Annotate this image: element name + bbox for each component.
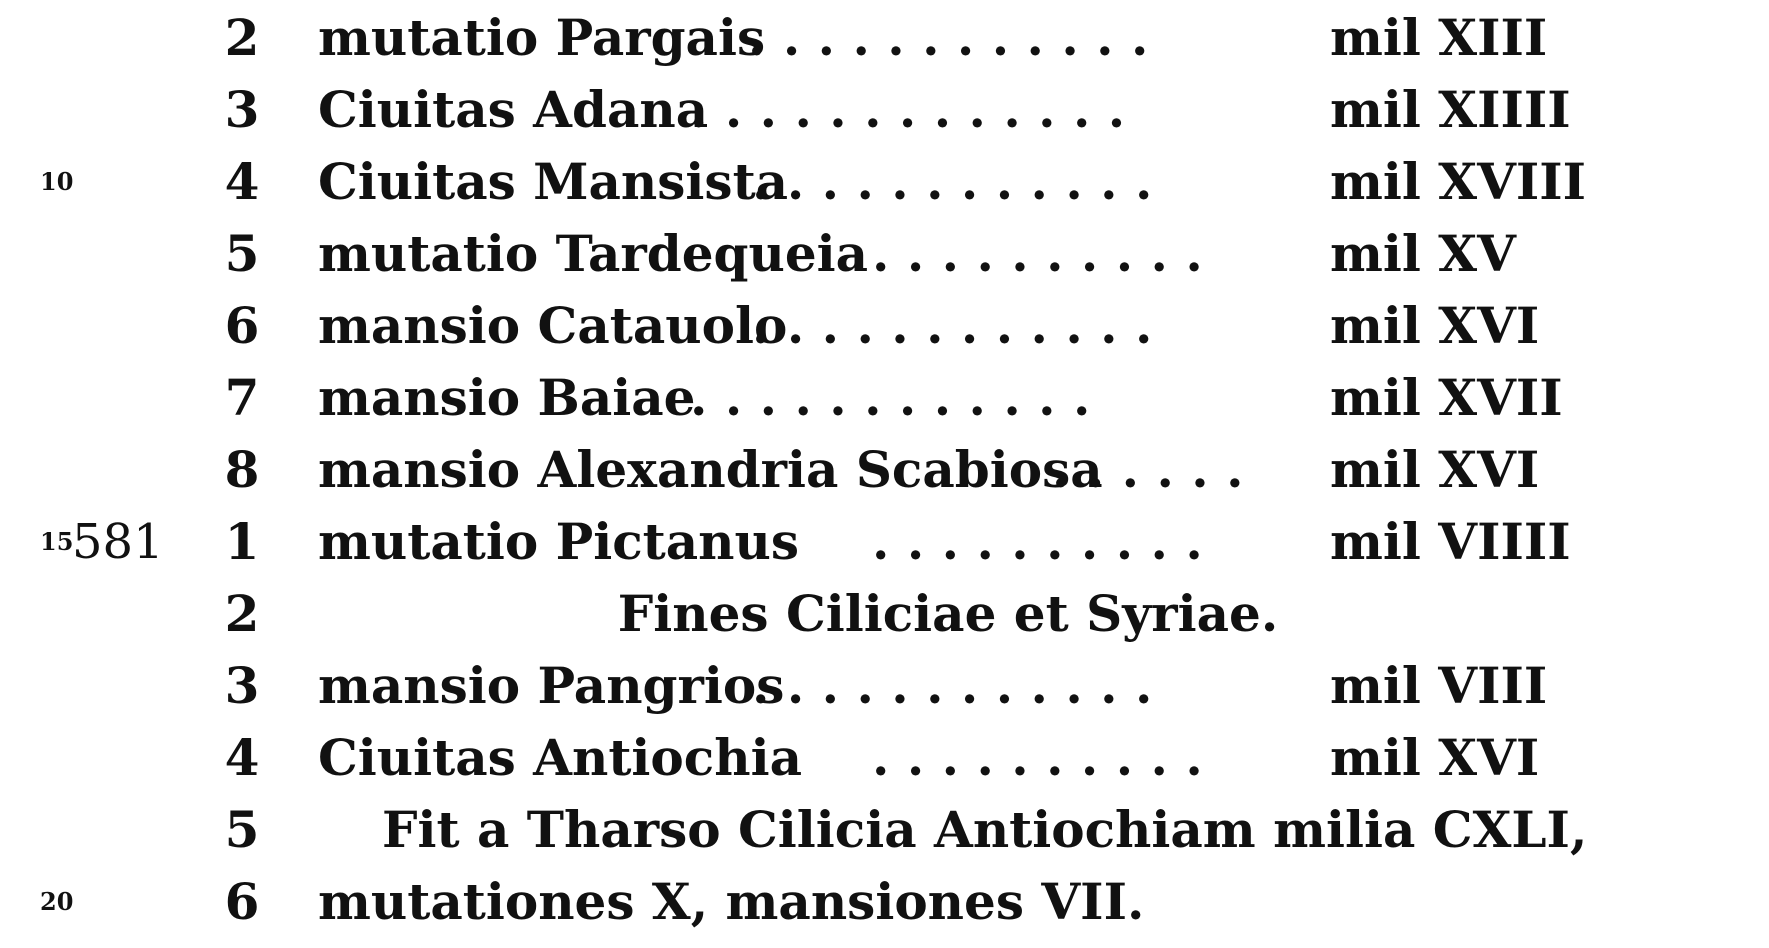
leader-dots: . . . . . . . . . . — [872, 224, 1203, 283]
distance: mil XV — [1330, 224, 1516, 283]
distance: mil XVI — [1330, 728, 1540, 787]
line-number: 3 — [224, 656, 260, 715]
leader-dots: . . . . . . . . . . . . — [752, 296, 1153, 355]
text-line — [0, 146, 1769, 218]
station-name: Ciuitas Antiochia — [318, 728, 802, 787]
station-name: mansio Catauolo — [318, 296, 788, 355]
distance: mil XVII — [1330, 368, 1563, 427]
line-number: 7 — [224, 368, 260, 427]
text-line — [0, 74, 1769, 146]
leader-dots: . . . . . . . . . . — [872, 728, 1203, 787]
text-line — [0, 578, 1769, 650]
station-name: Ciuitas Adana — [318, 80, 709, 139]
section-heading: Fines Ciliciae et Syriae. — [617, 584, 1279, 643]
distance: mil XIIII — [1330, 80, 1571, 139]
line-number: 8 — [224, 440, 260, 499]
line-number: 4 — [224, 728, 260, 787]
text-line — [0, 794, 1769, 866]
station-name: mansio Baiae — [318, 368, 696, 427]
station-name: Ciuitas Mansista — [318, 152, 789, 211]
text-line — [0, 506, 1769, 578]
margin-line-count: 20 — [40, 887, 74, 916]
line-number: 6 — [224, 296, 260, 355]
summary-text: Fit a Tharso Cilicia Antiochiam milia CXLI, — [382, 800, 1588, 859]
line-number: 6 — [224, 872, 260, 931]
line-number: 4 — [224, 152, 260, 211]
text-line — [0, 290, 1769, 362]
distance: mil XVI — [1330, 440, 1540, 499]
line-number: 2 — [224, 584, 260, 643]
station-name: mansio Pangrios — [318, 656, 785, 715]
leader-dots: . . . . . . . . . . . . — [690, 368, 1091, 427]
line-number: 1 — [224, 512, 260, 571]
text-line — [0, 866, 1769, 938]
station-name: mansio Alexandria Scabiosa — [318, 440, 1103, 499]
summary-text: mutationes X, mansiones VII. — [318, 872, 1145, 931]
distance: mil XVI — [1330, 296, 1540, 355]
distance: mil VIII — [1330, 656, 1548, 715]
leader-dots: . . . . . . . . . . . . — [748, 8, 1149, 67]
text-line — [0, 218, 1769, 290]
text-line — [0, 650, 1769, 722]
leader-dots: . . . . . . . . . . . . — [752, 152, 1153, 211]
text-line — [0, 362, 1769, 434]
line-number: 5 — [224, 224, 260, 283]
text-line — [0, 2, 1769, 74]
distance: mil XVIII — [1330, 152, 1587, 211]
leader-dots: . . . . . . . . . . . . . — [690, 80, 1126, 139]
page-number: 581 — [72, 514, 164, 570]
distance: mil VIIII — [1330, 512, 1571, 571]
leader-dots: . . . . . . — [1052, 440, 1244, 499]
margin-line-count: 15 — [40, 527, 74, 556]
leader-dots: . . . . . . . . . . . . — [752, 656, 1153, 715]
line-number: 5 — [224, 800, 260, 859]
margin-line-count: 10 — [40, 167, 74, 196]
line-number: 2 — [224, 8, 260, 67]
station-name: mutatio Tardequeia — [318, 224, 869, 283]
station-name: mutatio Pictanus — [318, 512, 799, 571]
station-name: mutatio Pargais — [318, 8, 766, 67]
distance: mil XIII — [1330, 8, 1548, 67]
text-line — [0, 722, 1769, 794]
leader-dots: . . . . . . . . . . — [872, 512, 1203, 571]
line-number: 3 — [224, 80, 260, 139]
text-line — [0, 434, 1769, 506]
